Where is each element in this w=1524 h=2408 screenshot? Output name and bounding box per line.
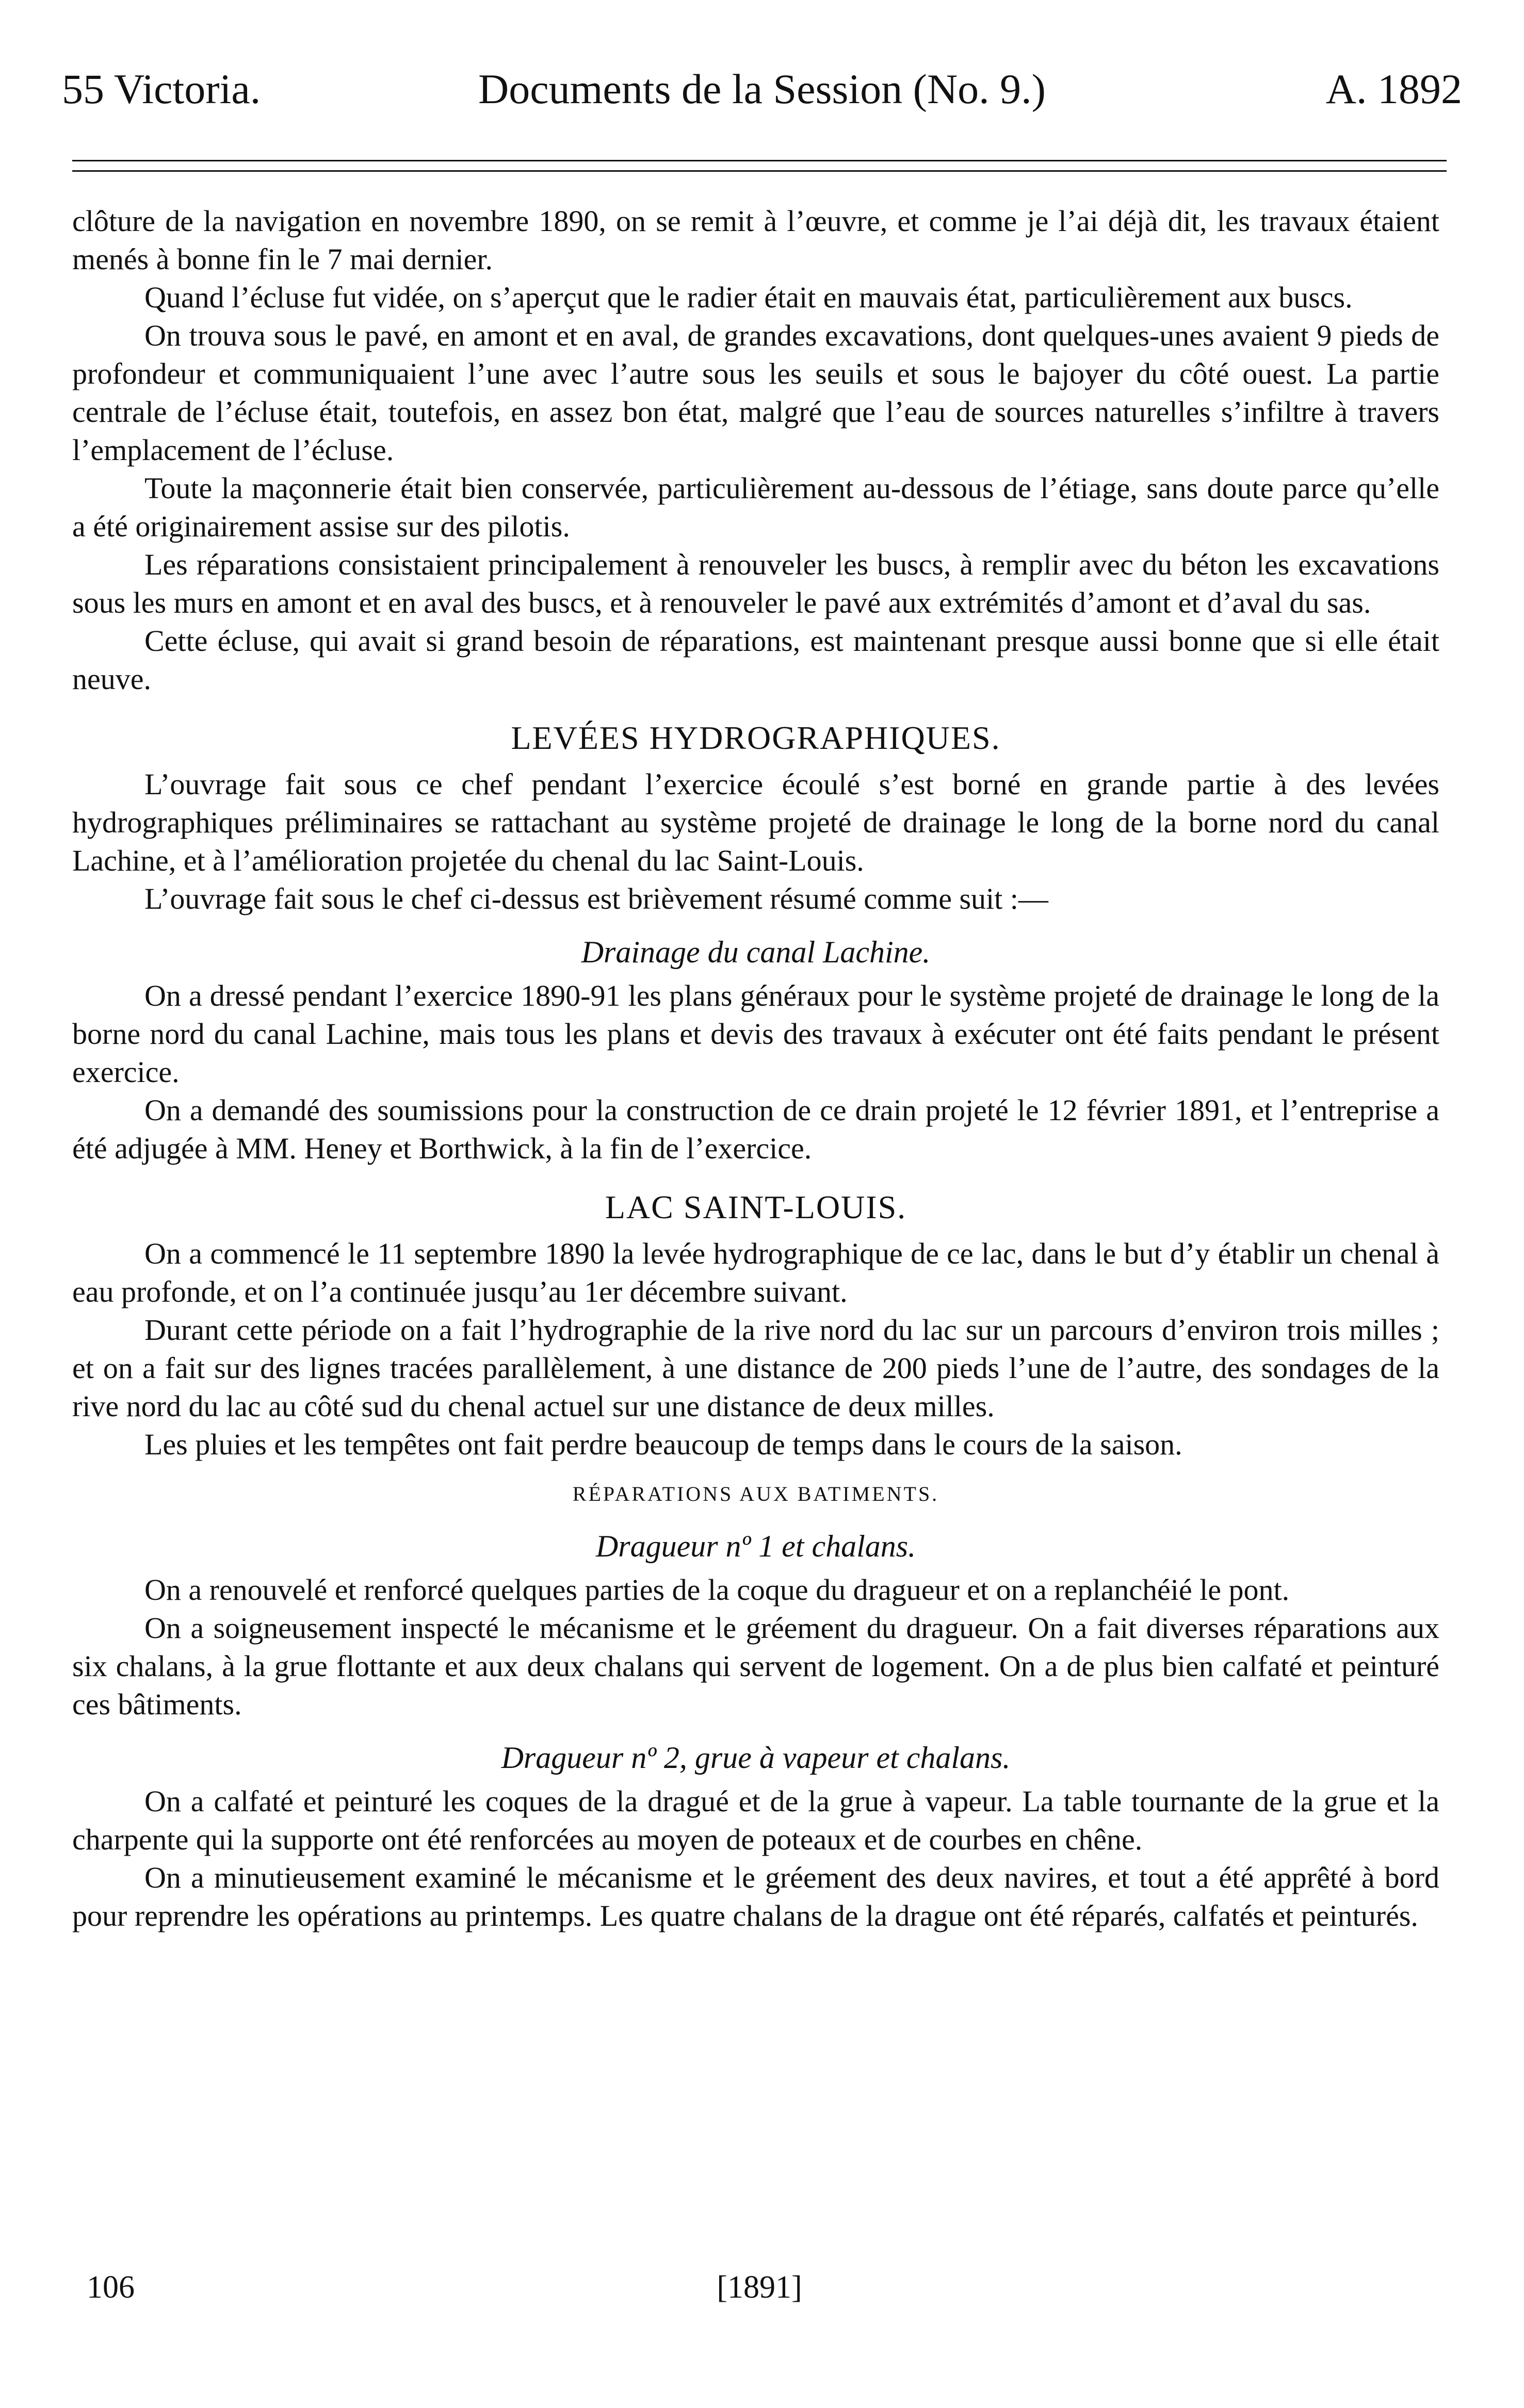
paragraph: On a minutieusement examiné le mécanisme et le gréement des deux navires, et tout a été apprêté à bord pour reprendre les opérations au printemps. Les quatre chalans de la drague ont été réparés, calfatés et peinturés.	[72, 1861, 1439, 1932]
header-rule-bottom	[72, 170, 1447, 172]
header-rule-top	[72, 160, 1447, 161]
paragraph: Cette écluse, qui avait si grand besoin de réparations, est maintenant presque aussi bonne que si elle était neuve.	[72, 624, 1439, 696]
page-header	[62, 61, 1462, 118]
footer-year: [1891]	[717, 2270, 802, 2305]
paragraph: On trouva sous le pavé, en amont et en aval, de grandes excavations, dont quelques-unes avaient 9 pieds de profondeur et communiquaient l’une avec l’autre sous les seuils et sous le bajoyer du côté ouest. La partie centrale de l’écluse était, toutefois, en assez bon état, malgré que l’eau de sources naturelles s’infiltre à travers l’emplacement de l’écluse.	[72, 319, 1439, 467]
header-right: A. 1892	[1325, 65, 1462, 112]
paragraph: On a demandé des soumissions pour la construction de ce drain projeté le 12 février 1891, et l’entreprise a été adjugée à MM. Heney et Borthwick, à la fin de l’exercice.	[72, 1093, 1439, 1165]
paragraph: On a commencé le 11 septembre 1890 la levée hydrographique de ce lac, dans le but d’y établir un chenal à eau profonde, et on l’a continuée jusqu’au 1er décembre suivant.	[72, 1237, 1439, 1308]
paragraph: On a renouvelé et renforcé quelques parties de la coque du dragueur et on a replanchéié le pont.	[144, 1573, 1290, 1607]
subheading-dragueur-1: Dragueur nº 1 et chalans.	[595, 1529, 916, 1563]
section-heading-lac: LAC SAINT-LOUIS.	[605, 1189, 907, 1225]
subheading-dragueur-2: Dragueur nº 2, grue à vapeur et chalans.	[501, 1741, 1011, 1775]
paragraph: Quand l’écluse fut vidée, on s’aperçut que le radier était en mauvais état, particulièrement aux buscs.	[144, 281, 1353, 314]
page-number: 106	[87, 2270, 135, 2305]
header-left: 55 Victoria.	[62, 65, 261, 112]
paragraph: Durant cette période on a fait l’hydrographie de la rive nord du lac sur un parcours d’environ trois milles ; et on a fait sur des lignes tracées parallèlement, à une distance de 200 pieds l’une de l’autre, des sondages de la rive nord du lac au côté sud du chenal actuel sur une distance de deux milles.	[72, 1313, 1439, 1423]
paragraph: On a soigneusement inspecté le mécanisme et le gréement du dragueur. On a fait diverses réparations aux six chalans, à la grue flottante et aux deux chalans qui servent de logement. On a de plus bien calfaté et peinturé ces bâtiments.	[72, 1611, 1439, 1721]
subheading-drainage: Drainage du canal Lachine.	[581, 935, 931, 969]
paragraph: Les pluies et les tempêtes ont fait perdre beaucoup de temps dans le cours de la saison.	[144, 1428, 1182, 1461]
page-footer	[72, 2264, 1447, 2311]
paragraph: L’ouvrage fait sous le chef ci-dessus est brièvement résumé comme suit :—	[144, 882, 1048, 915]
paragraph: clôture de la navigation en novembre 1890, on se remit à l’œuvre, et comme je l’ai déjà dit, les travaux étaient menés à bonne fin le 7 mai dernier.	[72, 204, 1439, 276]
paragraph: Les réparations consistaient principalement à renouveler les buscs, à remplir avec du béton les excavations sous les murs en amont et en aval des buscs, et à renouveler le pavé aux extrémités d’amont et d’aval du sas.	[72, 548, 1439, 619]
paragraph: On a dressé pendant l’exercice 1890-91 les plans généraux pour le système projeté de drainage le long de la borne nord du canal Lachine, mais tous les plans et devis des travaux à exécuter ont été faits pendant le présent exercice.	[72, 979, 1439, 1089]
paragraph: On a calfaté et peinturé les coques de la dragué et de la grue à vapeur. La table tournante de la grue et la charpente qui la supporte ont été renforcées au moyen de poteaux et de courbes en chêne.	[72, 1784, 1439, 1856]
document-body	[72, 202, 1439, 1935]
header-title: Documents de la Session (No. 9.)	[478, 65, 1046, 112]
section-heading-repairs: RÉPARATIONS AUX BATIMENTS.	[572, 1482, 939, 1505]
paragraph: Toute la maçonnerie était bien conservée, particulièrement au-dessous de l’étiage, sans doute parce qu’elle a été originairement assise sur des pilotis.	[72, 471, 1439, 543]
paragraph: L’ouvrage fait sous ce chef pendant l’exercice écoulé s’est borné en grande partie à des levées hydrographiques préliminaires se rattachant au système projeté de drainage le long de la borne nord du canal Lachine, et à l’amélioration projetée du chenal du lac Saint-Louis.	[72, 767, 1439, 877]
section-heading-hydro: LEVÉES HYDROGRAPHIQUES.	[511, 719, 1001, 756]
